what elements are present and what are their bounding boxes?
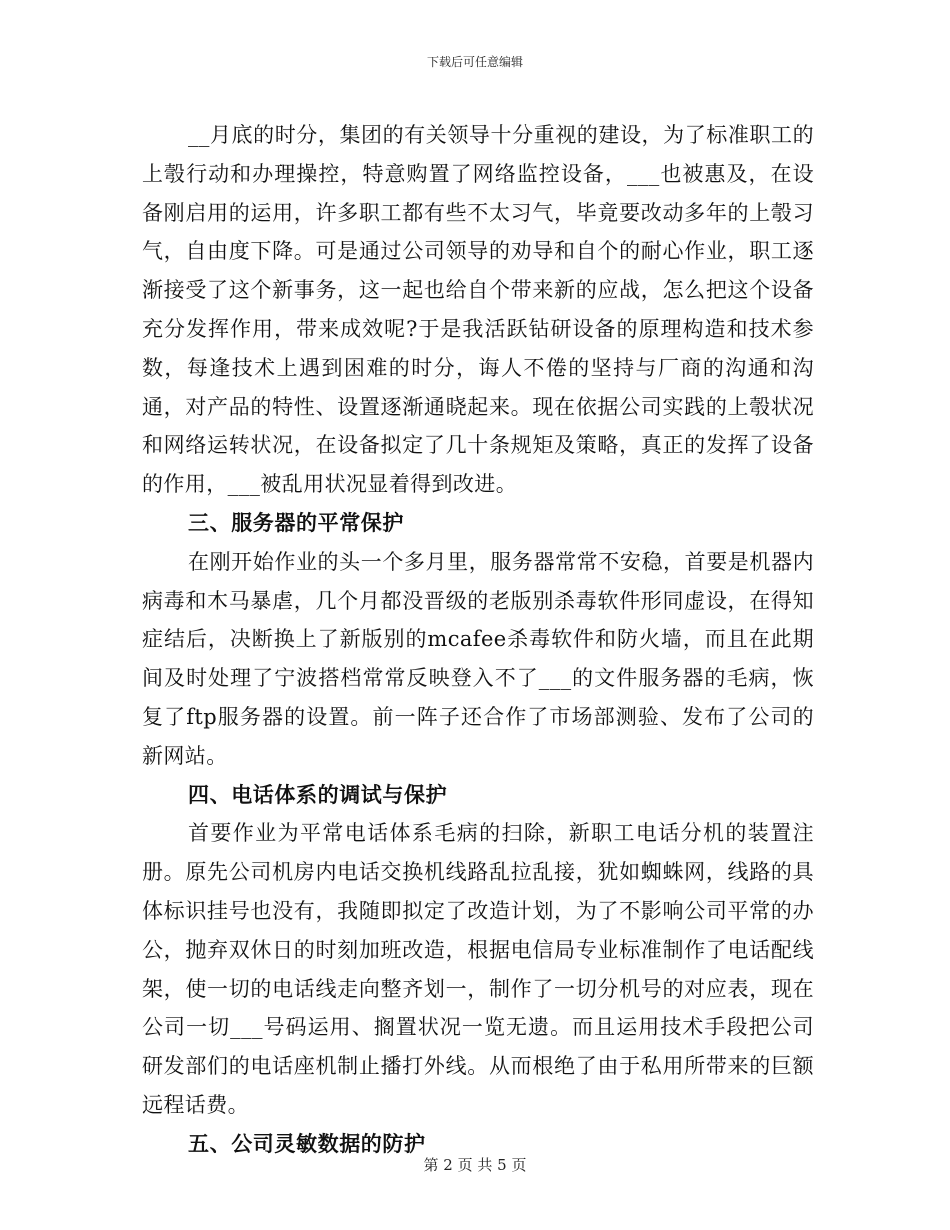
- page-header: 下载后可任意编辑: [426, 55, 523, 69]
- paragraph-telephone: 首要作业为平常电话体系毛病的扫除，新职工电话分机的装置注册。原先公司机房内电话交换机线路乱拉乱接，犹如蜘蛛网，线路的具体标识挂号也没有，我随即拟定了改造计划，为了不影响公司平常的办公，抛弃双休日的时刻加班改造，根据电信局专业标准制作了电话配线架，使一切的电话线走向整齐划一，制作了一切分机号的对应表，现在公司一切___号码运用、搁置状况一览无遗。而且运用技术手段把公司研发部们的电话座机制止播打外线。从而根绝了由于私用所带来的巨额远程话费。: [142, 821, 814, 1117]
- section-heading-telephone-system: 四、电话体系的调试与保护: [188, 782, 448, 807]
- section-heading-server-maintenance: 三、服务器的平常保护: [188, 510, 404, 535]
- section-heading-data-protection: 五、公司灵敏数据的防护: [188, 1131, 426, 1156]
- document-body: [142, 116, 814, 1164]
- page-footer: 第 2 页 共 5 页: [423, 1156, 527, 1174]
- paragraph-monitoring: __月底的时分，集团的有关领导十分重视的建设，为了标准职工的上彀行动和办理操控，特意购置了网络监控设备，___也被惠及，在设备刚启用的运用，许多职工都有些不太习气，毕竟要改动多年的上彀习气，自由度下降。可是通过公司领导的劝导和自个的耐心作业，职工逐渐接受了这个新事务，这一起也给自个带来新的应战，怎么把这个设备充分发挥作用，带来成效呢?于是我活跃钻研设备的原理构造和技术参数，每逢技术上遇到困难的时分，诲人不倦的坚持与厂商的沟通和沟通，对产品的特性、设置逐渐通晓起来。现在依据公司实践的上彀状况和网络运转状况，在设备拟定了几十条规矩及策略，真正的发挥了设备的作用，___被乱用状况显着得到改进。: [142, 123, 814, 497]
- paragraph-server: 在刚开始作业的头一个多月里，服务器常常不安稳，首要是机器内病毒和木马暴虐，几个月都没晋级的老版别杀毒软件形同虚设，在得知症结后，决断换上了新版别的mcafee杀毒软件和防火墙，而且在此期间及时处理了宁波搭档常常反映登入不了___的文件服务器的毛病，恢复了ftp服务器的设置。前一阵子还合作了市场部测验、发布了公司的新网站。: [142, 549, 814, 768]
